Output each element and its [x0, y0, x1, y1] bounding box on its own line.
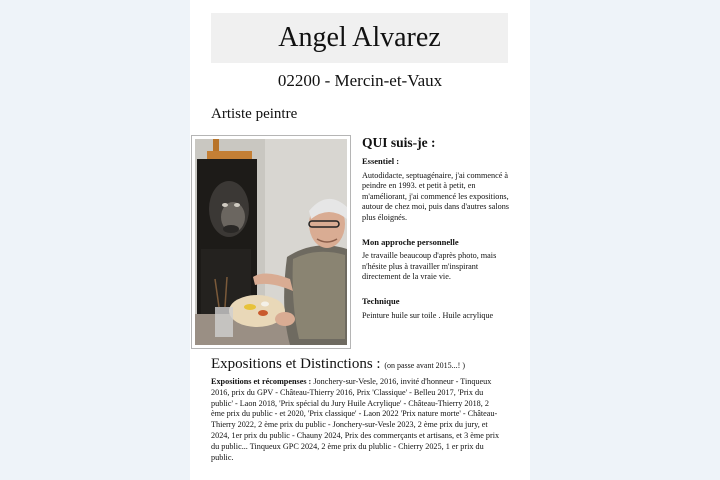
artist-location: 02200 - Mercin-et-Vaux: [277, 71, 443, 90]
technique-text: Peinture huile sur toile . Huile acrylique: [362, 310, 494, 320]
exhibitions-list: Jonchery-sur-Vesle, 2016, invité d'honneur - Tinqueux 2016, prix du GPV - Château-Thierry 2016, Prix 'Classique' - Belleu 2017, 'Prix du public' - Laon 2018, 'Prix spécial du Jury Huile Acrylique' - Château-Thierry 2018, 2 ème prix du public - et 2020, 'Prix classique' - Laon 2022 'Prix nature morte' - Château-Thierry 2022, 2 ème prix du public - Jonchery-sur-Vesle 2023, 2 ème prix du jury, et 2024, 1er prix du public - Chauny 2024, Prix des commerçants et artisans, et 3 ème prix du public... Tinqueux GPC 2024, 2 ème prix du plublic - Chierry 2025, 1 er prix du public.: [211, 377, 500, 462]
essentiel-text: Autodidacte, septuagénaire, j'ai commencé à peindre en 1993. et petit à petit, en m'améliorant, j'ai commencé les expositions, autour de chez moi, puis dans d'autres salons plus éloignés.: [362, 170, 509, 222]
artist-painting-photo-icon: [195, 139, 347, 345]
artist-role: Artiste peintre: [211, 106, 298, 122]
artist-photo: [191, 135, 351, 349]
about-section: [362, 135, 510, 334]
essentiel-title: Essentiel :: [362, 156, 400, 166]
about-heading: QUI suis-je :: [362, 135, 436, 150]
approach-text: Je travaille beaucoup d'après photo, mais n'hésite plus à travailler m'inspirant directement de la vraie vie.: [362, 251, 497, 282]
technique-title: Technique: [362, 295, 400, 306]
artist-name: Angel Alvarez: [211, 13, 508, 63]
exhibitions-label: Expositions et récompenses :: [211, 377, 312, 386]
approach-title: Mon approche personnelle: [362, 236, 459, 247]
profile-page: [190, 0, 530, 480]
exhibitions-note: (on passe avant 2015...! ): [384, 361, 465, 370]
exhibitions-text: [211, 377, 503, 463]
exhibitions-heading-text: Expositions et Distinctions :: [211, 356, 381, 372]
exhibitions-heading: [211, 356, 521, 373]
